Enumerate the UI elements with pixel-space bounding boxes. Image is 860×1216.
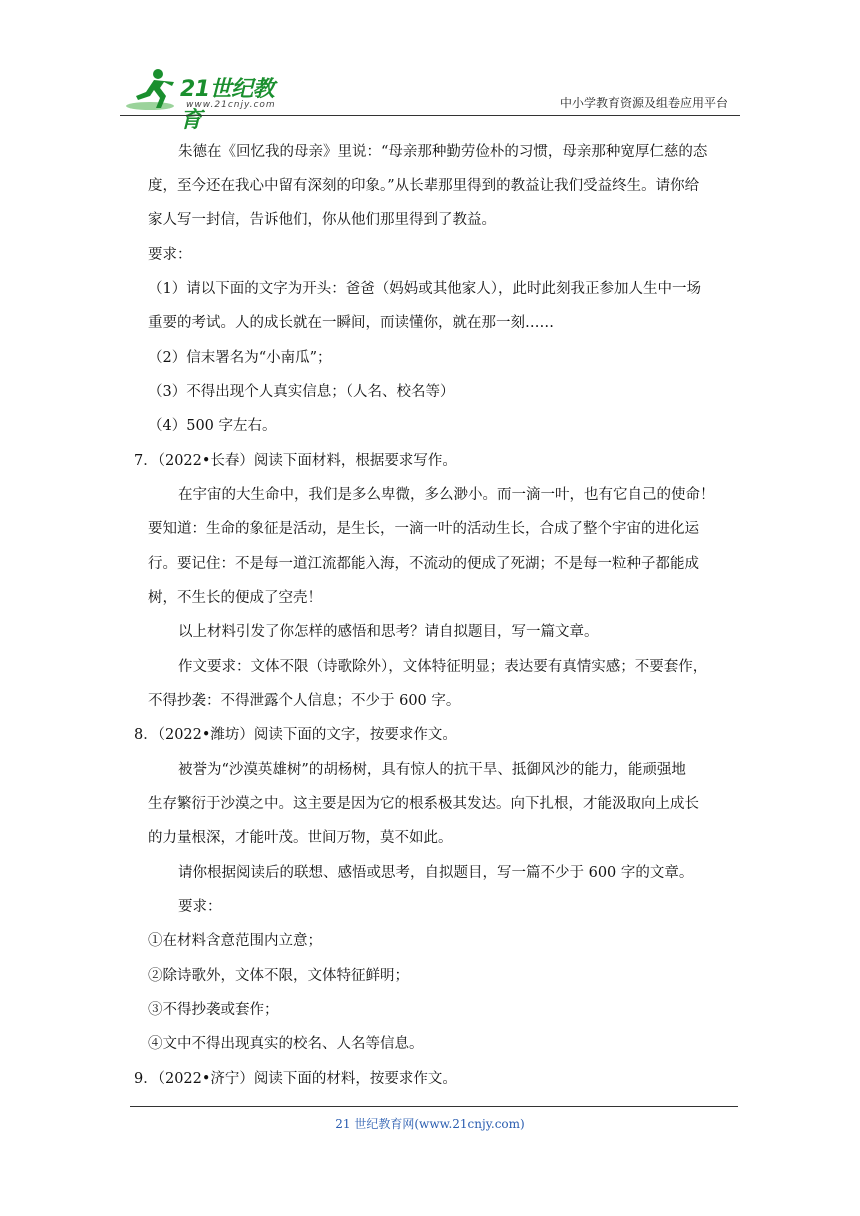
- page-header: [120, 62, 740, 133]
- requirement-item: （1）请以下面的文字为开头：爸爸（妈妈或其他家人），此时此刻我正参加人生中一场: [148, 281, 701, 297]
- q8-requirement-item: ①在材料含意范围内立意；: [148, 933, 322, 949]
- q7-prompt: 以上材料引发了你怎样的感悟和思考？请自拟题目，写一篇文章。: [178, 624, 599, 640]
- q8-requirements-label: 要求：: [178, 899, 222, 915]
- runner-logo-icon: [124, 66, 184, 114]
- q8-requirement-item: ②除诗歌外，文体不限，文体特征鲜明；: [148, 968, 409, 984]
- q7-paragraph-line: 树，不生长的便成了空壳！: [148, 590, 322, 606]
- q7-paragraph-line: 要知道：生命的象征是活动，是生长，一滴一叶的活动生长，合成了整个宇宙的进化运: [148, 521, 699, 537]
- q8-paragraph-line: 生存繁衍于沙漠之中。这主要是因为它的根系极其发达。向下扎根，才能汲取向上成长: [148, 796, 699, 812]
- requirement-item: （4）500 字左右。: [148, 418, 277, 434]
- requirement-item: （2）信末署名为“小南瓜”；: [148, 350, 332, 366]
- header-divider: [120, 115, 740, 116]
- requirements-label: 要求：: [148, 247, 192, 263]
- logo: [124, 66, 294, 133]
- q8-requirement-item: ④文中不得出现真实的校名、人名等信息。: [148, 1036, 424, 1052]
- question-9-title: 9．（2022•济宁）阅读下面的材料，按要求作文。: [134, 1071, 457, 1087]
- intro-line: 度，至今还在我心中留有深刻的印象。”从长辈那里得到的教益让我们受益终生。请你给: [148, 178, 700, 194]
- requirement-item: （3）不得出现个人真实信息；（人名、校名等）: [148, 384, 455, 400]
- q7-requirement-line: 作文要求：文体不限（诗歌除外），文体特征明显；表达要有真情实感；不要套作，: [178, 659, 708, 675]
- footer-divider: [130, 1106, 738, 1107]
- intro-line: 家人写一封信，告诉他们，你从他们那里得到了教益。: [148, 212, 496, 228]
- intro-line: 朱德在《回忆我的母亲》里说：“母亲那种勤劳俭朴的习惯，母亲那种宽厚仁慈的态: [178, 144, 708, 160]
- question-7-title: 7．（2022•长春）阅读下面材料，根据要求写作。: [134, 453, 457, 469]
- platform-tagline: 中小学教育资源及组卷应用平台: [559, 96, 728, 110]
- brand-name: 21世纪教育: [180, 77, 275, 133]
- q7-requirement-line: 不得抄袭：不得泄露个人信息；不少于 600 字。: [148, 693, 461, 709]
- q8-requirement-item: ③不得抄袭或套作；: [148, 1002, 279, 1018]
- requirement-item: 重要的考试。人的成长就在一瞬间，而读懂你，就在那一刻……: [148, 315, 554, 331]
- q8-paragraph-line: 的力量根深，才能叶茂。世间万物，莫不如此。: [148, 830, 453, 846]
- q8-paragraph-line: 被誉为“沙漠英雄树”的胡杨树，具有惊人的抗干旱、抵御风沙的能力，能顽强地: [178, 762, 686, 778]
- q7-paragraph-line: 行。要记住：不是每一道江流都能入海，不流动的便成了死湖；不是每一粒种子都能成: [148, 556, 699, 572]
- q8-prompt: 请你根据阅读后的联想、感悟或思考，自拟题目，写一篇不少于 600 字的文章。: [178, 865, 694, 881]
- q7-paragraph-line: 在宇宙的大生命中，我们是多么卑微，多么渺小。而一滴一叶，也有它自己的使命！: [178, 487, 715, 503]
- brand-url: www.21cnjy.com: [186, 100, 276, 110]
- question-8-title: 8．（2022•潍坊）阅读下面的文字，按要求作文。: [134, 727, 457, 743]
- page-footer: 21 世纪教育网(www.21cnjy.com): [335, 1117, 525, 1131]
